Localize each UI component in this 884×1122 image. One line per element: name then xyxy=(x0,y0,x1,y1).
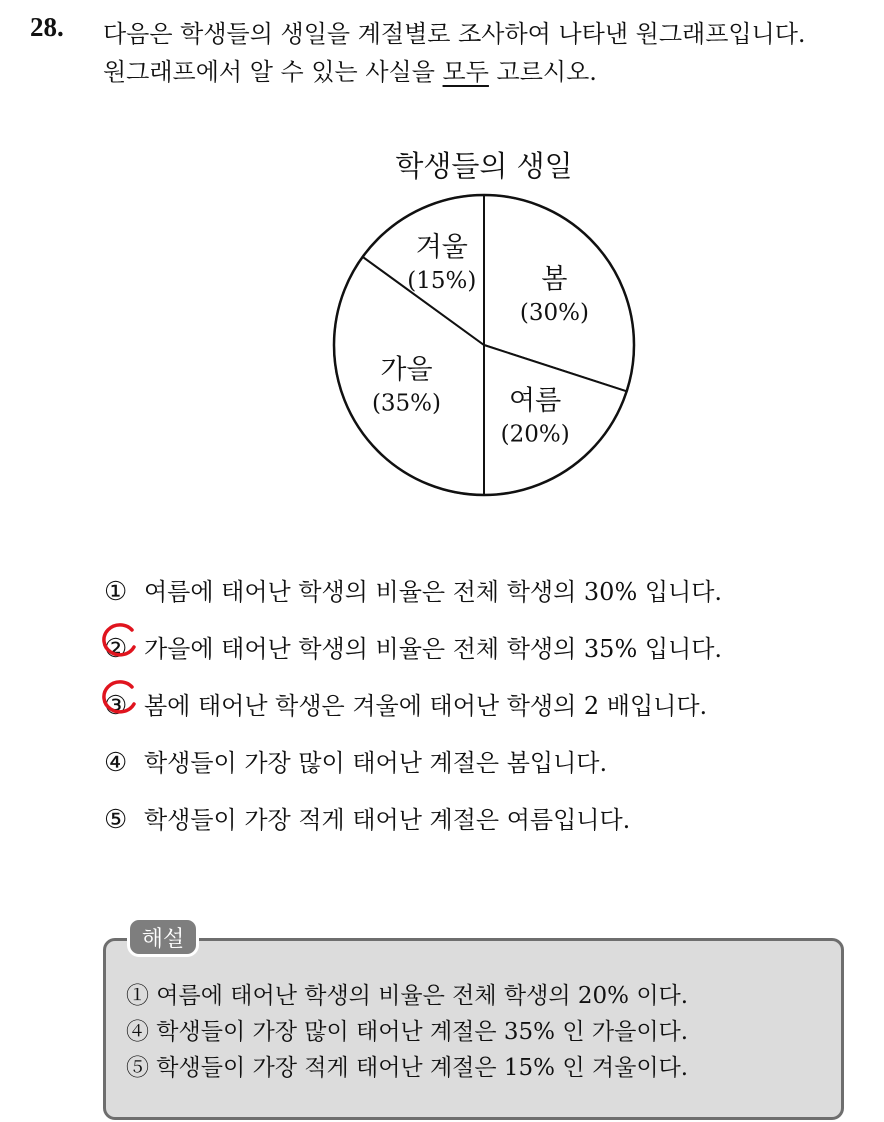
explanation-box xyxy=(103,938,844,1120)
answer-option-2[interactable] xyxy=(104,629,722,686)
pie-percent-label: (35%) xyxy=(371,390,442,417)
pie-label: 봄 xyxy=(541,263,568,295)
pie-percent-label: (20%) xyxy=(500,421,570,448)
pie-label: 여름 xyxy=(509,385,562,417)
explanation-line-2: ④ 학생들이 가장 많이 태어난 계절은 35% 인 가을이다. xyxy=(126,1019,689,1045)
explanation-line-3: ⑤ 학생들이 가장 적게 태어난 계절은 15% 인 겨울이다. xyxy=(126,1055,689,1081)
pie-label: 가을 xyxy=(380,354,433,386)
option-text: 학생들이 가장 적게 태어난 계절은 여름입니다. xyxy=(144,806,631,834)
answer-option-5[interactable] xyxy=(104,800,722,857)
selection-circle-icon xyxy=(98,620,140,662)
option-text: 학생들이 가장 많이 태어난 계절은 봄입니다. xyxy=(144,749,608,777)
option-number: ① xyxy=(104,577,128,607)
pie-chart xyxy=(320,145,650,505)
explanation-line-1: ① 여름에 태어난 학생의 비율은 전체 학생의 20% 이다. xyxy=(126,983,689,1009)
answer-option-1[interactable] xyxy=(104,572,722,629)
explanation-lines xyxy=(126,977,688,1085)
explanation-badge: 해설 xyxy=(127,917,199,957)
question-emphasis: 모두 xyxy=(442,58,489,86)
option-text: 봄에 태어난 학생은 겨울에 태어난 학생의 2 배입니다. xyxy=(144,692,708,720)
question-text-line1: 다음은 학생들의 생일을 계절별로 조사하여 나타낸 원그래프입니다. xyxy=(103,20,806,48)
answer-option-4[interactable] xyxy=(104,743,722,800)
option-number: ③ xyxy=(104,691,128,721)
option-text: 가을에 태어난 학생의 비율은 전체 학생의 35% 입니다. xyxy=(144,635,723,663)
chart-title: 학생들의 생일 xyxy=(395,149,573,183)
answer-options xyxy=(104,572,722,857)
question-text-line2 xyxy=(103,52,597,87)
question-text-after: 고르시오. xyxy=(488,58,597,86)
pie-percent-label: (30%) xyxy=(519,299,589,326)
option-text: 여름에 태어난 학생의 비율은 전체 학생의 30% 입니다. xyxy=(144,578,723,606)
answer-option-3[interactable] xyxy=(104,686,722,743)
pie-label: 겨울 xyxy=(415,232,468,264)
option-number: ⑤ xyxy=(104,805,128,835)
pie-percent-label: (15%) xyxy=(407,268,477,295)
question-number: 28. xyxy=(30,12,64,42)
selection-circle-icon xyxy=(98,677,140,719)
question-text-before: 원그래프에서 알 수 있는 사실을 xyxy=(103,58,443,86)
option-number: ② xyxy=(104,634,128,664)
option-number: ④ xyxy=(104,748,128,778)
